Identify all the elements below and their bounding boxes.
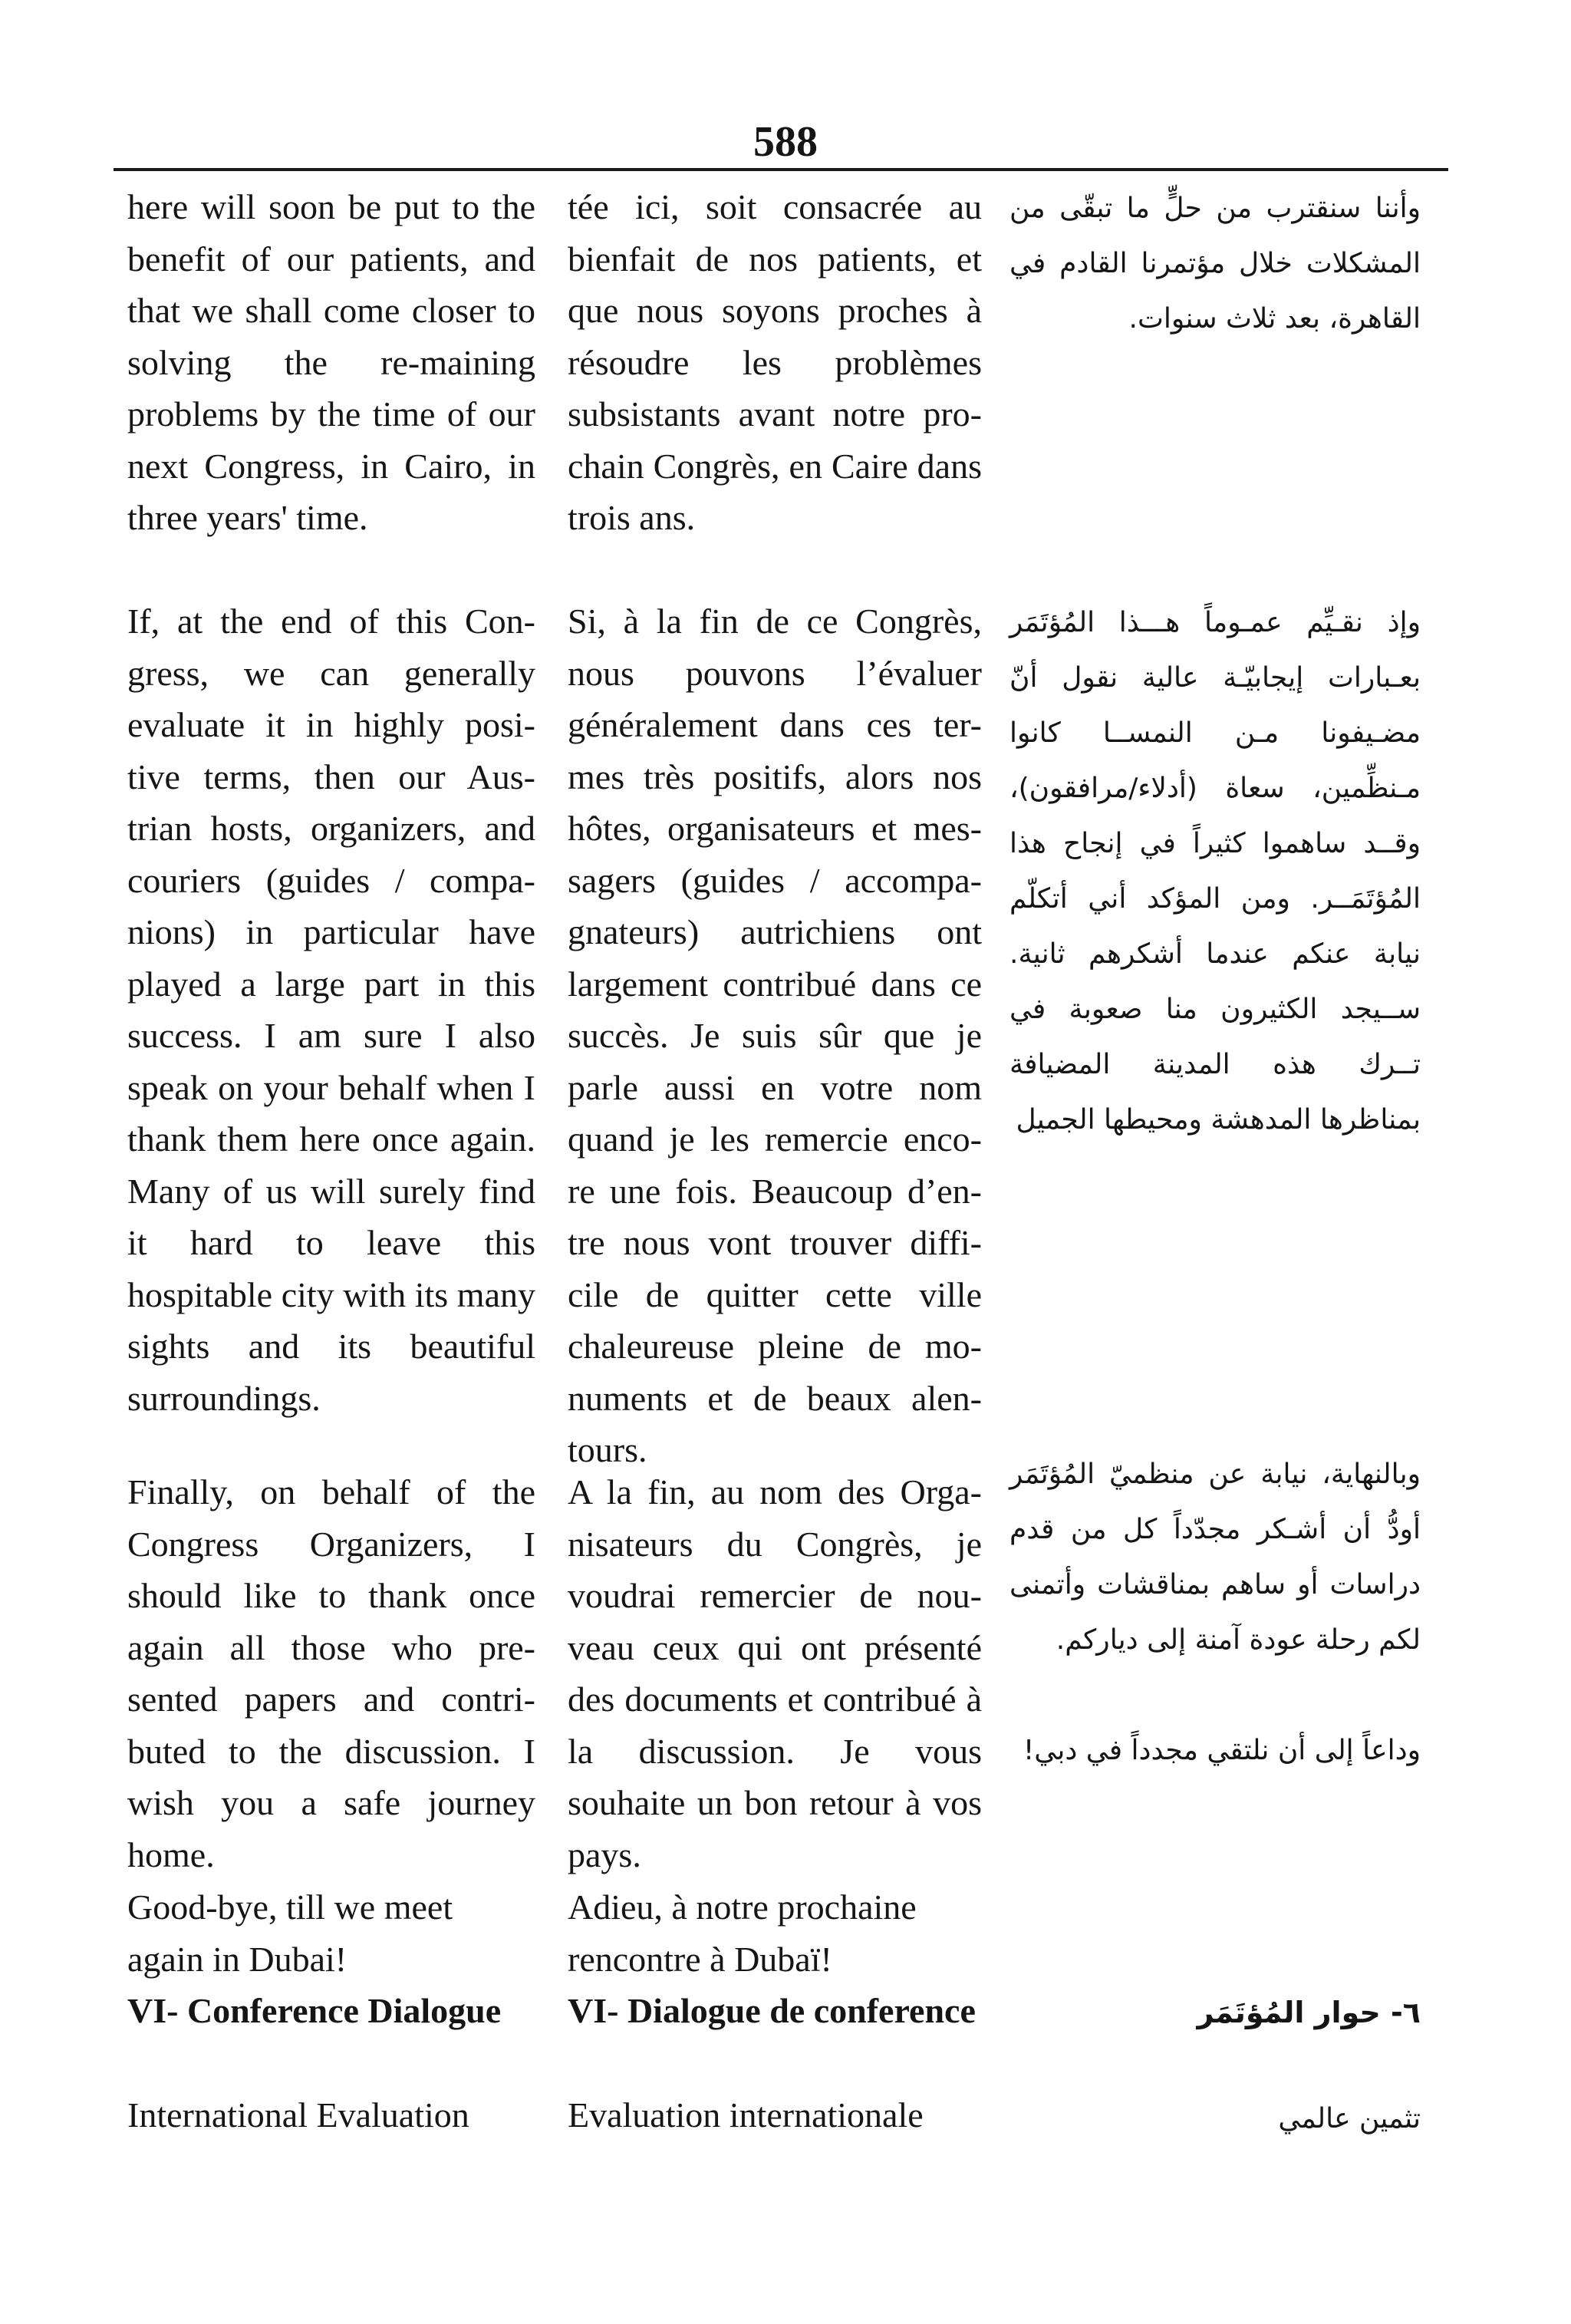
header-rule xyxy=(114,168,1448,171)
french-farewell: Adieu, à notre prochaine rencontre à Dubaï! xyxy=(568,1887,917,1979)
arabic-paragraph-2: وإذ نقـيِّم عمـوماً هـــذا المُؤتَمَر بعـبارات إيجابيّـة عالية نقول أنّ مضـيفونا مـن النمســا كانوا مـنظِّمين، سعاة (أدلاء/مرافقون)، وقــد ساهموا كثيراً في إنجاح هذا المُؤتَمَــر. ومن المؤكد أني أتكلّم نيابة عنكم عندما أشكرهم ثانية. ســيجد الكثيرون منا صعوبة في تــرك هذه المدينة المضيافة بمناظرها المدهشة ومحيطها الجميل xyxy=(1009,607,1421,1136)
french-subheading: Evaluation internationale xyxy=(568,2095,924,2134)
english-subheading: International Evaluation xyxy=(127,2095,469,2134)
french-section-heading: VI- Dialogue de conference xyxy=(568,1991,976,2030)
french-paragraph-3: A la fin, au nom des Orga-nisateurs du Congrès, je voudrai remercier de nou-veau ceux qui ont présenté des documents et contribué à la discussion. Je vous souhaite un bon retour à vos pays. xyxy=(568,1472,982,1874)
french-paragraph-2: Si, à la fin de ce Congrès, nous pouvons l’évaluer généralement dans ces ter-mes très positifs, alors nos hôtes, organisateurs et mes-sagers (guides / accompa-gnateurs) autrichiens ont largement contribué dans ce succès. Je suis sûr que je parle aussi en votre nom quand je les remercie enco-re une fois. Beaucoup d’en-tre nous vont trouver diffi-cile de quitter cette ville chaleureuse pleine de mo-numents et de beaux alen-tours. xyxy=(568,602,982,1469)
english-paragraph-2: If, at the end of this Con-gress, we can generally evaluate it in highly posi-tive terms, then our Aus-trian hosts, organizers, and couriers (guides / compa-nions) in particular have played a large part in this success. I am sure I also speak on your behalf when I thank them here once again. Many of us will surely find it hard to leave this hospitable city with its many sights and its beautiful surroundings. xyxy=(127,602,535,1418)
arabic-paragraph-1: وأننا سنقترب من حلٍّ ما تبقّى من المشكلات خلال مؤتمرنا القادم في القاهرة، بعد ثلاث سنوات. xyxy=(1009,193,1421,335)
arabic-subheading: تثمين عالمي xyxy=(1278,2103,1421,2134)
english-section-heading: VI- Conference Dialogue xyxy=(127,1991,502,2030)
english-farewell: Good-bye, till we meet again in Dubai! xyxy=(127,1887,453,1979)
french-paragraph-1: tée ici, soit consacrée au bienfait de nos patients, et que nous soyons proches à résoudre les problèmes subsistants avant notre pro-chain Congrès, en Caire dans trois ans. xyxy=(568,187,982,537)
arabic-section-heading: ٦- حوار المُؤتَمَر xyxy=(1197,1996,1421,2029)
english-paragraph-3: Finally, on behalf of the Congress Organizers, I should like to thank once again all those who pre-sented papers and contri-buted to the discussion. I wish you a safe journey home. xyxy=(127,1472,535,1874)
english-paragraph-1: here will soon be put to the benefit of our patients, and that we shall come closer to solving the re-maining problems by the time of our next Congress, in Cairo, in three years' time. xyxy=(127,187,535,537)
arabic-paragraph-3: وبالنهاية، نيابة عن منظميّ المُؤتَمَر أودُّ أن أشـكر مجدّداً كل من قدم دراسات أو ساهم بمناقشات وأتمنى لكم رحلة عودة آمنة إلى دياركم. xyxy=(1009,1459,1421,1656)
arabic-farewell: وداعاً إلى أن نلتقي مجدداً في دبي! xyxy=(1023,1735,1421,1766)
page-number: 588 xyxy=(753,118,818,166)
